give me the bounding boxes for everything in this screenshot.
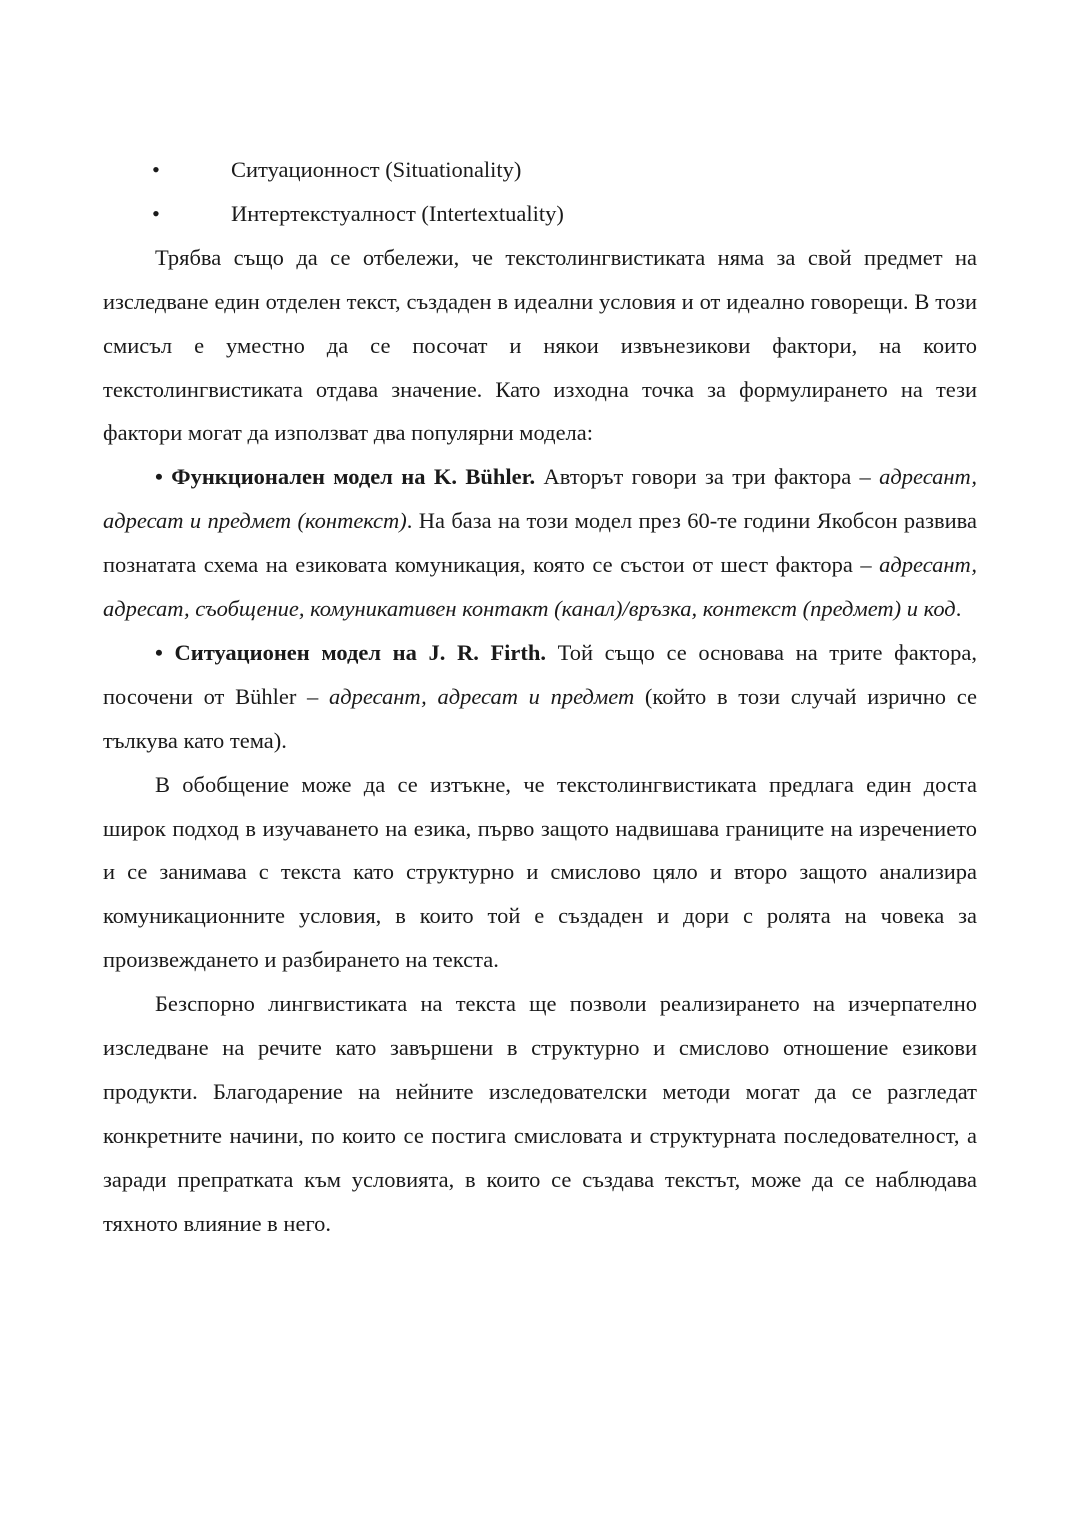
jakobson-factors: адресант, адресат, съобщение, комуникативен контакт (канал)/връзка, контекст (предмет) и код	[103, 552, 977, 622]
firth-model-title: • Ситуационен модел на J. R. Firth.	[155, 639, 547, 665]
bullet-marker: •	[152, 200, 160, 226]
list-item-intertextuality	[103, 192, 977, 236]
buhler-text-a: Авторът говори за три фактора –	[535, 464, 880, 490]
firth-factors: адресант, адресат и предмет	[328, 683, 635, 709]
buhler-text-b: . На база на този модел през 60-те години Якобсон развива познатата схема на езиковата комуникация, която се състои от шест фактора –	[103, 508, 977, 578]
list-item-text: Ситуационност (Situationality)	[231, 157, 522, 182]
firth-text-b: (който в този случай изрично се тълкува като тема).	[103, 683, 977, 753]
paragraph-buhler-model	[103, 455, 977, 631]
paragraph-conclusion: Безспорно лингвистиката на текста ще позволи реализирането на изчерпателно изследване на речите като завършени в структурно и смислово отношение езикови продукти. Благодарение на нейните изследователски методи могат да се разгледат конкретните начини, по които се постига смисловата и структурната последователност, а заради препратката към условията, в които се създава текстът, може да се наблюдава тяхното влияние в него.	[103, 991, 977, 1236]
buhler-factors: адресант, адресат и предмет (контекст)	[103, 464, 977, 534]
buhler-model-title: • Функционален модел на K. Bühler.	[155, 464, 536, 490]
list-item-situationality	[103, 148, 977, 192]
firth-text-a: Той също се основава на трите фактора, посочени от Bühler –	[103, 639, 977, 709]
document-body	[103, 148, 977, 1246]
paragraph-summary: В обобщение може да се изтъкне, че текстолингвистиката предлага един доста широк подход в изучаването на езика, първо защото надвишава границите на изречението и се занимава с текста като структурно и смислово цяло и второ защото анализира комуникационните условия, в които той е създаден и дори с ролята на човека за произвеждането и разбирането на текста.	[103, 771, 977, 973]
buhler-text-c: .	[955, 596, 962, 622]
paragraph-intro: Трябва също да се отбележи, че текстолингвистиката няма за свой предмет на изследване един отделен текст, създаден в идеални условия и от идеално говорещи. В този смисъл е уместно да се посочат и някои извънезикови фактори, на които текстолингвистиката отдава значение. Като изходна точка за формулирането на тези фактори могат да използват два популярни модела:	[103, 244, 977, 446]
list-item-text: Интертекстуалност (Intertextuality)	[231, 200, 564, 226]
bullet-marker: •	[152, 157, 160, 182]
paragraph-firth-model	[103, 631, 977, 763]
